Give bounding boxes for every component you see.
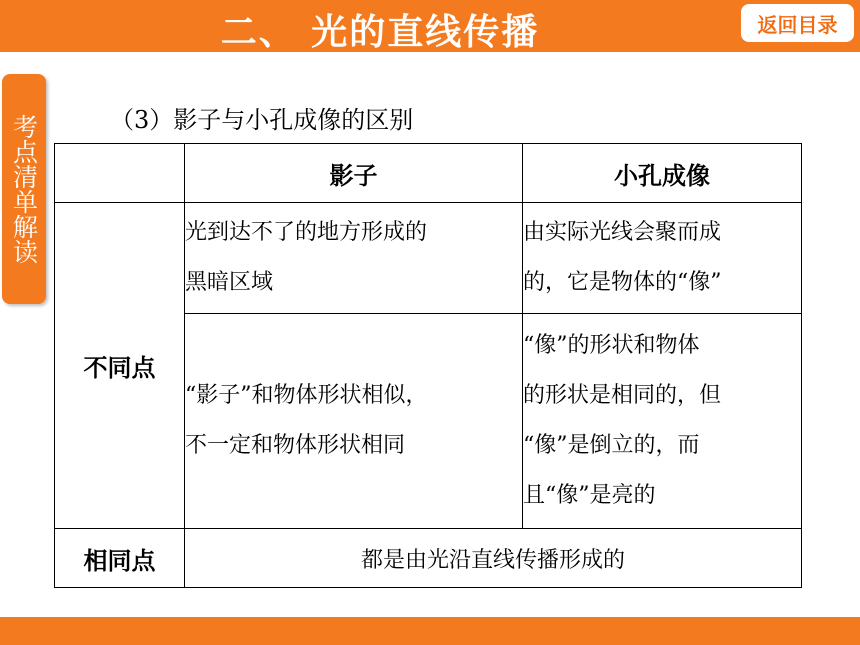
header-bar [0, 0, 860, 52]
page-title: 二、 光的直线传播 [220, 12, 540, 53]
table-header-row [55, 144, 802, 203]
side-tab-knowledge-review[interactable]: 考点清单解读 [2, 74, 46, 304]
same-label: 相同点 [55, 529, 185, 588]
shadow-diff-2 [185, 314, 523, 529]
section-subtitle: （3）影子与小孔成像的区别 [110, 106, 414, 134]
table-row [55, 529, 802, 588]
header-pinhole-image: 小孔成像 [523, 144, 802, 203]
text-line: 由实际光线会聚而成 [523, 220, 722, 245]
shadow-diff-1 [185, 203, 523, 314]
text-line: 的，它是物体的“像” [523, 270, 722, 295]
table-row [55, 203, 802, 314]
text-line: “像”的形状和物体 [523, 333, 700, 358]
text-line: 光到达不了的地方形成的 [185, 220, 428, 245]
text-line: 的形状是相同的，但 [523, 383, 722, 408]
header-shadow: 影子 [185, 144, 523, 203]
text-line: “影子”和物体形状相似， [185, 383, 428, 408]
same-text: 都是由光沿直线传播形成的 [185, 529, 802, 588]
table-corner-cell [55, 144, 185, 203]
text-line: “像”是倒立的，而 [523, 433, 700, 458]
back-to-contents-button[interactable]: 返回目录 [741, 4, 854, 42]
pinhole-diff-1 [523, 203, 802, 314]
diff-label: 不同点 [55, 203, 185, 529]
footer-bar [0, 617, 860, 645]
text-line: 不一定和物体形状相同 [185, 433, 406, 458]
text-line: 且“像”是亮的 [523, 483, 656, 508]
comparison-table [54, 143, 802, 588]
text-line: 黑暗区域 [185, 270, 274, 295]
pinhole-diff-2 [523, 314, 802, 529]
